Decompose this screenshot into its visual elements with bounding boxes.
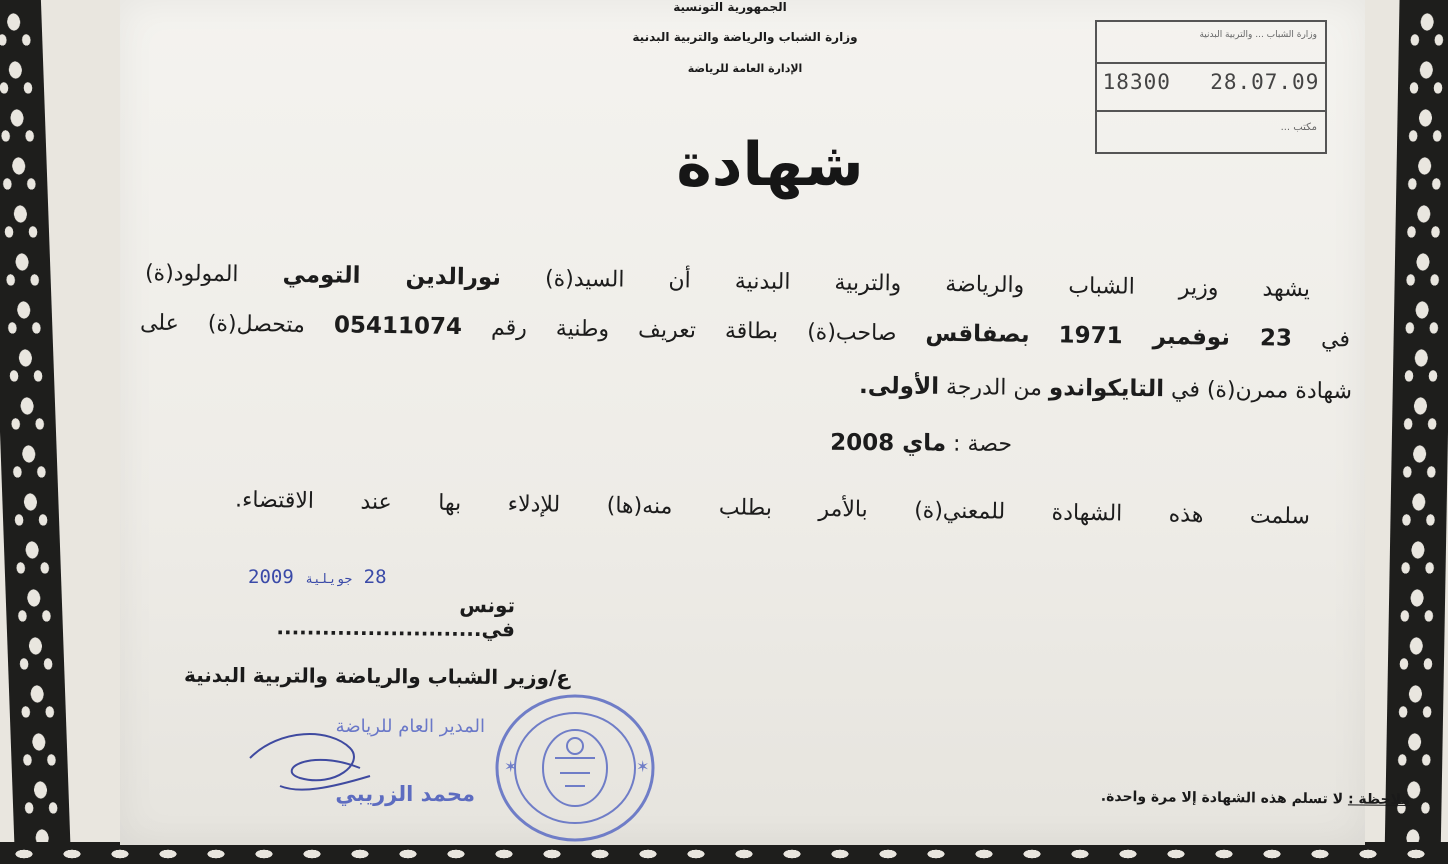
id-number: 05411074 [333, 312, 463, 341]
session-value: ماي 2008 [830, 429, 947, 457]
birth-date: 23 نوفمبر 1971 [1058, 322, 1293, 352]
date-stamp-month: جويلية [305, 572, 353, 587]
place-and-date: تونس في........................... [276, 592, 516, 642]
registry-number-value: 18300 [1102, 70, 1171, 94]
handwritten-signature [240, 718, 380, 798]
date-stamp [248, 566, 387, 588]
registry-stamp [1095, 20, 1327, 154]
session-line [718, 429, 1012, 457]
body-line-2-end: متحصل(ة) على [139, 310, 306, 338]
holder-name: نورالدين التومي [282, 261, 502, 291]
header-ministry: وزارة الشباب والرياضة والتربية البدنية [632, 30, 858, 44]
registry-date-value: 28.07.09 [1210, 70, 1320, 94]
body-line-1-end: المولود(ة) [144, 260, 239, 288]
note-label: ملاحظة : [1347, 791, 1411, 809]
signatory-line: ع/وزير الشباب والرياضة والتربية البدنية [183, 662, 571, 690]
degree: الأولى. [858, 373, 940, 400]
registry-stamp-office: مكتب ... [1280, 122, 1317, 133]
registry-number [1097, 70, 1325, 94]
birth-place: بصفاقس [925, 320, 1030, 348]
date-stamp-year: 2009 [248, 566, 294, 588]
official-seal [490, 688, 660, 848]
body-line-3-mid: من الدرجة [945, 374, 1043, 401]
date-stamp-day: 28 [363, 566, 387, 588]
session-label: حصة : [953, 431, 1013, 458]
body-line-1-start: يشهد وزير الشباب والرياضة والتربية البدنية أن السيد(ة) [544, 266, 1311, 303]
svg-text:✶: ✶ [636, 757, 650, 776]
body-line-4: سلمت هذه الشهادة للمعني(ة) بالأمر بطلب منه(ها) للإدلاء بها عند الاقتضاء. [234, 487, 1311, 530]
bottom-vine-border [0, 842, 1448, 864]
body-line-3-start: شهادة ممرن(ة) في [1170, 377, 1353, 405]
svg-text:✶: ✶ [504, 757, 518, 776]
right-vine-border [1384, 0, 1448, 864]
registry-stamp-header: وزارة الشباب ... والتربية البدنية [1199, 30, 1317, 40]
left-vine-border [0, 0, 71, 864]
body-line-2-mid: صاحب(ة) بطاقة تعريف وطنية رقم [490, 315, 897, 347]
director-title: المدير العام للرياضة [335, 716, 485, 737]
note-text: لا تسلم هذه الشهادة إلا مرة واحدة. [1100, 788, 1344, 808]
director-name: محمد الزريبي [335, 782, 475, 806]
header-directorate: الإدارة العامة للرياضة [687, 62, 803, 75]
discipline: التايكواندو [1048, 375, 1165, 403]
header-republic: الجمهورية التونسية [673, 0, 787, 14]
certificate-title: شهادة [676, 130, 864, 200]
body-line-2-prefix: في [1320, 327, 1351, 353]
